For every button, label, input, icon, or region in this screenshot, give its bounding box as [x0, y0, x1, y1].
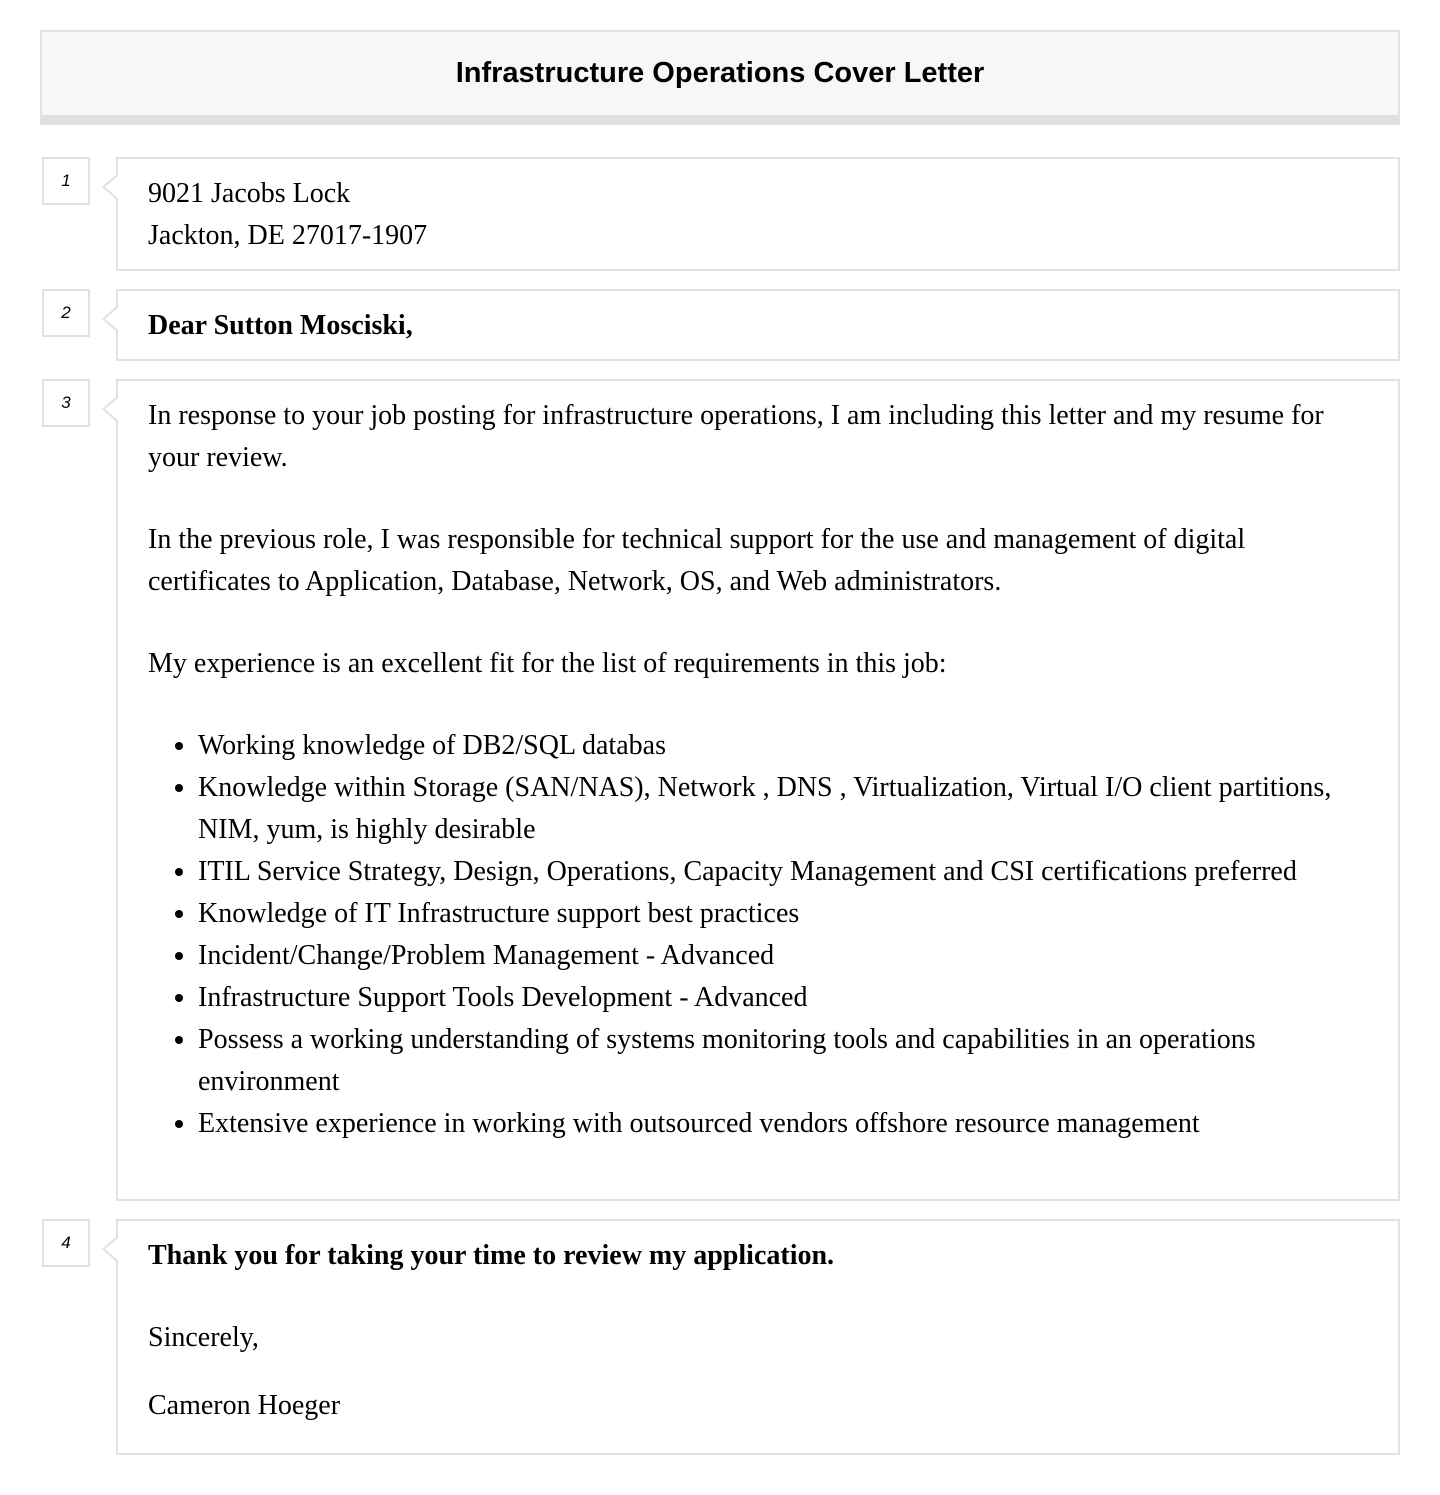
greeting: Dear Sutton Mosciski, — [148, 310, 413, 341]
list-item: • Infrastructure Support Tools Development - Advanced — [198, 977, 1368, 1019]
page-title: Infrastructure Operations Cover Letter — [455, 57, 985, 89]
section-number: 1 — [42, 157, 90, 205]
section-number: 2 — [42, 289, 90, 337]
list-item: • ITIL Service Strategy, Design, Operations, Capacity Management and CSI certifications preferred — [198, 851, 1368, 893]
thanks-text: Thank you for taking your time to review my application. — [148, 1240, 835, 1271]
list-item: • Incident/Change/Problem Management - Advanced — [198, 935, 1368, 977]
list-item: • Extensive experience in working with outsourced vendors offshore resource management — [198, 1103, 1368, 1145]
section-content — [116, 157, 1400, 271]
body-paragraph: In response to your job posting for infrastructure operations, I am including this letter and my resume for your review. — [148, 400, 1324, 473]
address-line: Jackton, DE 27017-1907 — [148, 220, 428, 251]
closing-text: Sincerely, — [148, 1322, 259, 1353]
signature: Cameron Hoeger — [148, 1390, 341, 1421]
requirements-list — [148, 725, 1368, 1145]
body-paragraph: In the previous role, I was responsible for technical support for the use and management of digital certificates to Application, Database, Network, OS, and Web administrators. — [148, 524, 1246, 597]
list-item: • Knowledge within Storage (SAN/NAS), Network , DNS , Virtualization, Virtual I/O client partitions, NIM, yum, is highly desirable — [198, 767, 1368, 851]
section-content — [116, 289, 1400, 361]
page-header — [40, 30, 1400, 125]
list-item: • Working knowledge of DB2/SQL databas — [198, 725, 1368, 767]
section-number: 3 — [42, 379, 90, 427]
section-content — [116, 1219, 1400, 1455]
body-paragraph: My experience is an excellent fit for the list of requirements in this job: — [148, 648, 947, 679]
list-item: • Possess a working understanding of systems monitoring tools and capabilities in an operations environment — [198, 1019, 1368, 1103]
address-line: 9021 Jacobs Lock — [148, 178, 351, 209]
section-content — [116, 379, 1400, 1201]
section-number: 4 — [42, 1219, 90, 1267]
list-item: • Knowledge of IT Infrastructure support best practices — [198, 893, 1368, 935]
